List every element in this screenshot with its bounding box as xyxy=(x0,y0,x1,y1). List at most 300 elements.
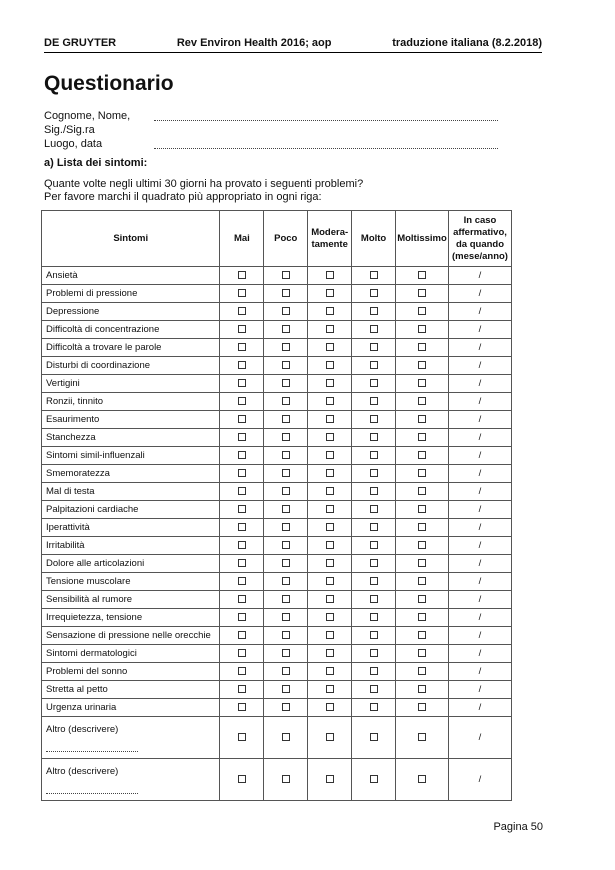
answer-cell-mai xyxy=(220,555,264,573)
checkbox-molto[interactable] xyxy=(370,379,378,387)
answer-cell-moltissimo xyxy=(396,267,449,285)
checkbox-mai[interactable] xyxy=(238,541,246,549)
checkbox-mai[interactable] xyxy=(238,703,246,711)
month-year-separator: / xyxy=(478,522,482,533)
answer-cell-moderatamente xyxy=(308,339,352,357)
checkbox-molto[interactable] xyxy=(370,541,378,549)
checkbox-moltissimo[interactable] xyxy=(418,595,426,603)
checkbox-mai[interactable] xyxy=(238,415,246,423)
since-when-cell[interactable] xyxy=(449,645,512,663)
month-year-separator: / xyxy=(478,324,482,335)
checkbox-moderatamente[interactable] xyxy=(326,775,334,783)
checkbox-poco[interactable] xyxy=(282,685,290,693)
checkbox-molto[interactable] xyxy=(370,577,378,585)
checkbox-molto[interactable] xyxy=(370,469,378,477)
answer-cell-poco xyxy=(264,699,308,717)
checkbox-molto[interactable] xyxy=(370,415,378,423)
since-when-cell[interactable] xyxy=(449,759,512,801)
table-row xyxy=(42,519,512,537)
checkbox-moderatamente[interactable] xyxy=(326,325,334,333)
checkbox-mai[interactable] xyxy=(238,433,246,441)
answer-cell-molto xyxy=(352,537,396,555)
since-when-cell[interactable] xyxy=(449,339,512,357)
answer-cell-moderatamente xyxy=(308,519,352,537)
since-when-cell[interactable] xyxy=(449,393,512,411)
checkbox-moderatamente[interactable] xyxy=(326,415,334,423)
table-row xyxy=(42,267,512,285)
since-when-cell[interactable] xyxy=(449,573,512,591)
symptom-name: Difficoltà di concentrazione xyxy=(42,321,220,339)
checkbox-moltissimo[interactable] xyxy=(418,343,426,351)
checkbox-mai[interactable] xyxy=(238,559,246,567)
symptom-table xyxy=(41,210,512,801)
checkbox-moderatamente[interactable] xyxy=(326,649,334,657)
checkbox-moderatamente[interactable] xyxy=(326,361,334,369)
checkbox-poco[interactable] xyxy=(282,667,290,675)
checkbox-moltissimo[interactable] xyxy=(418,325,426,333)
checkbox-molto[interactable] xyxy=(370,775,378,783)
checkbox-poco[interactable] xyxy=(282,631,290,639)
other-symptom-label: Altro (descrivere) xyxy=(46,723,119,735)
checkbox-moderatamente[interactable] xyxy=(326,271,334,279)
checkbox-moltissimo[interactable] xyxy=(418,685,426,693)
checkbox-moltissimo[interactable] xyxy=(418,703,426,711)
since-when-cell[interactable] xyxy=(449,681,512,699)
answer-cell-mai xyxy=(220,285,264,303)
header-moderatamente-line-1: Modera- xyxy=(311,226,349,238)
answer-cell-molto xyxy=(352,681,396,699)
answer-cell-mai xyxy=(220,393,264,411)
name-field[interactable] xyxy=(44,110,504,123)
checkbox-poco[interactable] xyxy=(282,487,290,495)
checkbox-molto[interactable] xyxy=(370,361,378,369)
since-when-cell[interactable] xyxy=(449,465,512,483)
header-moderatamente-line-2: tamente xyxy=(311,238,348,250)
checkbox-moderatamente[interactable] xyxy=(326,451,334,459)
answer-cell-mai xyxy=(220,759,264,801)
answer-cell-molto xyxy=(352,411,396,429)
answer-cell-moltissimo xyxy=(396,447,449,465)
checkbox-molto[interactable] xyxy=(370,325,378,333)
checkbox-molto[interactable] xyxy=(370,559,378,567)
symptom-name: Dolore alle articolazioni xyxy=(42,555,220,573)
checkbox-moltissimo[interactable] xyxy=(418,271,426,279)
answer-cell-moltissimo xyxy=(396,285,449,303)
answer-cell-mai xyxy=(220,717,264,759)
checkbox-mai[interactable] xyxy=(238,289,246,297)
checkbox-poco[interactable] xyxy=(282,415,290,423)
checkbox-moltissimo[interactable] xyxy=(418,649,426,657)
checkbox-mai[interactable] xyxy=(238,397,246,405)
checkbox-mai[interactable] xyxy=(238,523,246,531)
checkbox-mai[interactable] xyxy=(238,451,246,459)
since-when-cell[interactable] xyxy=(449,609,512,627)
answer-cell-molto xyxy=(352,465,396,483)
checkbox-molto[interactable] xyxy=(370,613,378,621)
checkbox-mai[interactable] xyxy=(238,631,246,639)
since-when-cell[interactable] xyxy=(449,267,512,285)
answer-cell-poco xyxy=(264,717,308,759)
checkbox-moderatamente[interactable] xyxy=(326,631,334,639)
answer-cell-moltissimo xyxy=(396,501,449,519)
answer-cell-moderatamente xyxy=(308,573,352,591)
answer-cell-mai xyxy=(220,321,264,339)
symptom-name: Sensibilità al rumore xyxy=(42,591,220,609)
title-field-label: Sig./Sig.ra xyxy=(44,124,95,136)
checkbox-mai[interactable] xyxy=(238,343,246,351)
since-when-cell[interactable] xyxy=(449,627,512,645)
answer-cell-mai xyxy=(220,699,264,717)
header-molto: Molto xyxy=(352,211,396,267)
answer-cell-poco xyxy=(264,339,308,357)
checkbox-moderatamente[interactable] xyxy=(326,379,334,387)
answer-cell-mai xyxy=(220,447,264,465)
month-year-separator: / xyxy=(478,342,482,353)
answer-cell-molto xyxy=(352,759,396,801)
checkbox-moderatamente[interactable] xyxy=(326,505,334,513)
checkbox-moderatamente[interactable] xyxy=(326,469,334,477)
month-year-separator: / xyxy=(478,666,482,677)
checkbox-mai[interactable] xyxy=(238,361,246,369)
month-year-separator: / xyxy=(478,504,482,515)
answer-cell-moltissimo xyxy=(396,699,449,717)
checkbox-moderatamente[interactable] xyxy=(326,613,334,621)
name-field-line[interactable] xyxy=(154,110,498,121)
checkbox-molto[interactable] xyxy=(370,451,378,459)
answer-cell-mai xyxy=(220,501,264,519)
checkbox-poco[interactable] xyxy=(282,271,290,279)
checkbox-moderatamente[interactable] xyxy=(326,541,334,549)
checkbox-mai[interactable] xyxy=(238,505,246,513)
checkbox-mai[interactable] xyxy=(238,487,246,495)
checkbox-poco[interactable] xyxy=(282,469,290,477)
checkbox-molto[interactable] xyxy=(370,685,378,693)
checkbox-mai[interactable] xyxy=(238,613,246,621)
checkbox-mai[interactable] xyxy=(238,775,246,783)
month-year-separator: / xyxy=(478,732,482,743)
checkbox-moderatamente[interactable] xyxy=(326,289,334,297)
symptom-name: Problemi di pressione xyxy=(42,285,220,303)
answer-cell-moltissimo xyxy=(396,681,449,699)
answer-cell-molto xyxy=(352,627,396,645)
checkbox-moltissimo[interactable] xyxy=(418,433,426,441)
symptom-name: Stretta al petto xyxy=(42,681,220,699)
checkbox-molto[interactable] xyxy=(370,307,378,315)
symptom-name: Ansietà xyxy=(42,267,220,285)
table-row xyxy=(42,357,512,375)
header-since-line-3: da quando xyxy=(455,238,505,250)
answer-cell-poco xyxy=(264,483,308,501)
symptom-name: Urgenza urinaria xyxy=(42,699,220,717)
answer-cell-molto xyxy=(352,609,396,627)
checkbox-moltissimo[interactable] xyxy=(418,733,426,741)
intro-line-2: Per favore marchi il quadrato più appropriato in ogni riga: xyxy=(44,191,322,203)
answer-cell-molto xyxy=(352,501,396,519)
checkbox-mai[interactable] xyxy=(238,577,246,585)
checkbox-mai[interactable] xyxy=(238,379,246,387)
name-field-label: Cognome, Nome, xyxy=(44,110,131,122)
table-row xyxy=(42,339,512,357)
month-year-separator: / xyxy=(478,288,482,299)
answer-cell-moltissimo xyxy=(396,645,449,663)
answer-cell-moderatamente xyxy=(308,663,352,681)
checkbox-moltissimo[interactable] xyxy=(418,289,426,297)
checkbox-poco[interactable] xyxy=(282,343,290,351)
answer-cell-poco xyxy=(264,465,308,483)
checkbox-mai[interactable] xyxy=(238,649,246,657)
table-row xyxy=(42,393,512,411)
checkbox-poco[interactable] xyxy=(282,433,290,441)
answer-cell-moltissimo xyxy=(396,759,449,801)
month-year-separator: / xyxy=(478,774,482,785)
answer-cell-moderatamente xyxy=(308,411,352,429)
checkbox-molto[interactable] xyxy=(370,271,378,279)
checkbox-mai[interactable] xyxy=(238,325,246,333)
since-when-cell[interactable] xyxy=(449,357,512,375)
checkbox-moderatamente[interactable] xyxy=(326,703,334,711)
checkbox-molto[interactable] xyxy=(370,733,378,741)
checkbox-molto[interactable] xyxy=(370,505,378,513)
checkbox-molto[interactable] xyxy=(370,343,378,351)
checkbox-moltissimo[interactable] xyxy=(418,487,426,495)
table-row xyxy=(42,591,512,609)
since-when-cell[interactable] xyxy=(449,285,512,303)
symptom-name: Disturbi di coordinazione xyxy=(42,357,220,375)
since-when-cell[interactable] xyxy=(449,555,512,573)
checkbox-molto[interactable] xyxy=(370,289,378,297)
checkbox-poco[interactable] xyxy=(282,703,290,711)
answer-cell-moltissimo xyxy=(396,303,449,321)
symptom-name: Smemoratezza xyxy=(42,465,220,483)
answer-cell-mai xyxy=(220,537,264,555)
answer-cell-moderatamente xyxy=(308,465,352,483)
answer-cell-poco xyxy=(264,411,308,429)
checkbox-poco[interactable] xyxy=(282,379,290,387)
symptom-name: Iperattività xyxy=(42,519,220,537)
month-year-separator: / xyxy=(478,360,482,371)
since-when-cell[interactable] xyxy=(449,717,512,759)
answer-cell-mai xyxy=(220,339,264,357)
since-when-cell[interactable] xyxy=(449,483,512,501)
checkbox-poco[interactable] xyxy=(282,289,290,297)
since-when-cell[interactable] xyxy=(449,501,512,519)
answer-cell-poco xyxy=(264,357,308,375)
answer-cell-moderatamente xyxy=(308,303,352,321)
checkbox-moltissimo[interactable] xyxy=(418,379,426,387)
checkbox-poco[interactable] xyxy=(282,397,290,405)
checkbox-molto[interactable] xyxy=(370,523,378,531)
answer-cell-mai xyxy=(220,357,264,375)
intro-line-1: Quante volte negli ultimi 30 giorni ha provato i seguenti problemi? xyxy=(44,178,364,190)
checkbox-moderatamente[interactable] xyxy=(326,667,334,675)
since-when-cell[interactable] xyxy=(449,321,512,339)
checkbox-mai[interactable] xyxy=(238,469,246,477)
since-when-cell[interactable] xyxy=(449,303,512,321)
table-row xyxy=(42,429,512,447)
answer-cell-moltissimo xyxy=(396,483,449,501)
checkbox-poco[interactable] xyxy=(282,307,290,315)
checkbox-molto[interactable] xyxy=(370,397,378,405)
answer-cell-poco xyxy=(264,645,308,663)
checkbox-moderatamente[interactable] xyxy=(326,397,334,405)
translation-note: traduzione italiana (8.2.2018) xyxy=(392,37,542,49)
checkbox-moltissimo[interactable] xyxy=(418,361,426,369)
answer-cell-moderatamente xyxy=(308,375,352,393)
answer-cell-molto xyxy=(352,429,396,447)
since-when-cell[interactable] xyxy=(449,519,512,537)
checkbox-poco[interactable] xyxy=(282,775,290,783)
checkbox-moltissimo[interactable] xyxy=(418,397,426,405)
checkbox-moltissimo[interactable] xyxy=(418,415,426,423)
answer-cell-moderatamente xyxy=(308,393,352,411)
checkbox-moltissimo[interactable] xyxy=(418,523,426,531)
symptom-name: Palpitazioni cardiache xyxy=(42,501,220,519)
checkbox-moderatamente[interactable] xyxy=(326,523,334,531)
checkbox-moltissimo[interactable] xyxy=(418,505,426,513)
answer-cell-poco xyxy=(264,759,308,801)
since-when-cell[interactable] xyxy=(449,375,512,393)
answer-cell-molto xyxy=(352,375,396,393)
checkbox-moderatamente[interactable] xyxy=(326,487,334,495)
answer-cell-poco xyxy=(264,375,308,393)
table-row xyxy=(42,645,512,663)
answer-cell-moltissimo xyxy=(396,717,449,759)
checkbox-moltissimo[interactable] xyxy=(418,469,426,477)
checkbox-molto[interactable] xyxy=(370,433,378,441)
checkbox-moltissimo[interactable] xyxy=(418,451,426,459)
symptom-name: Sintomi dermatologici xyxy=(42,645,220,663)
answer-cell-poco xyxy=(264,627,308,645)
since-when-cell[interactable] xyxy=(449,447,512,465)
answer-cell-moderatamente xyxy=(308,627,352,645)
other-symptom-description-line[interactable] xyxy=(46,747,138,752)
checkbox-moltissimo[interactable] xyxy=(418,613,426,621)
answer-cell-poco xyxy=(264,285,308,303)
checkbox-poco[interactable] xyxy=(282,523,290,531)
checkbox-moltissimo[interactable] xyxy=(418,541,426,549)
checkbox-moltissimo[interactable] xyxy=(418,307,426,315)
checkbox-mai[interactable] xyxy=(238,595,246,603)
answer-cell-moderatamente xyxy=(308,609,352,627)
table-row xyxy=(42,483,512,501)
checkbox-molto[interactable] xyxy=(370,703,378,711)
since-when-cell[interactable] xyxy=(449,411,512,429)
month-year-separator: / xyxy=(478,414,482,425)
month-year-separator: / xyxy=(478,270,482,281)
other-symptom-description-line[interactable] xyxy=(46,789,138,794)
checkbox-molto[interactable] xyxy=(370,649,378,657)
symptom-name: Stanchezza xyxy=(42,429,220,447)
answer-cell-mai xyxy=(220,465,264,483)
checkbox-mai[interactable] xyxy=(238,685,246,693)
answer-cell-moderatamente xyxy=(308,267,352,285)
since-when-cell[interactable] xyxy=(449,537,512,555)
checkbox-molto[interactable] xyxy=(370,667,378,675)
checkbox-poco[interactable] xyxy=(282,595,290,603)
answer-cell-mai xyxy=(220,375,264,393)
checkbox-poco[interactable] xyxy=(282,559,290,567)
checkbox-moderatamente[interactable] xyxy=(326,433,334,441)
checkbox-poco[interactable] xyxy=(282,505,290,513)
answer-cell-mai xyxy=(220,411,264,429)
checkbox-molto[interactable] xyxy=(370,487,378,495)
table-row xyxy=(42,681,512,699)
checkbox-mai[interactable] xyxy=(238,667,246,675)
table-row xyxy=(42,321,512,339)
answer-cell-moltissimo xyxy=(396,357,449,375)
checkbox-moderatamente[interactable] xyxy=(326,733,334,741)
since-when-cell[interactable] xyxy=(449,699,512,717)
answer-cell-molto xyxy=(352,339,396,357)
answer-cell-moltissimo xyxy=(396,627,449,645)
checkbox-molto[interactable] xyxy=(370,595,378,603)
month-year-separator: / xyxy=(478,612,482,623)
place-date-field-line[interactable] xyxy=(154,138,498,149)
answer-cell-moltissimo xyxy=(396,375,449,393)
checkbox-molto[interactable] xyxy=(370,631,378,639)
header-symptoms: Sintomi xyxy=(42,211,220,267)
month-year-separator: / xyxy=(478,396,482,407)
checkbox-moltissimo[interactable] xyxy=(418,775,426,783)
place-date-field[interactable] xyxy=(44,138,504,151)
checkbox-poco[interactable] xyxy=(282,649,290,657)
answer-cell-molto xyxy=(352,663,396,681)
checkbox-moderatamente[interactable] xyxy=(326,577,334,585)
checkbox-moderatamente[interactable] xyxy=(326,685,334,693)
answer-cell-poco xyxy=(264,519,308,537)
checkbox-moltissimo[interactable] xyxy=(418,577,426,585)
checkbox-moderatamente[interactable] xyxy=(326,559,334,567)
since-when-cell[interactable] xyxy=(449,429,512,447)
month-year-separator: / xyxy=(478,540,482,551)
answer-cell-mai xyxy=(220,609,264,627)
checkbox-moderatamente[interactable] xyxy=(326,595,334,603)
symptom-name: Depressione xyxy=(42,303,220,321)
checkbox-moderatamente[interactable] xyxy=(326,307,334,315)
checkbox-poco[interactable] xyxy=(282,451,290,459)
checkbox-poco[interactable] xyxy=(282,325,290,333)
checkbox-mai[interactable] xyxy=(238,733,246,741)
answer-cell-molto xyxy=(352,519,396,537)
checkbox-moltissimo[interactable] xyxy=(418,631,426,639)
answer-cell-moderatamente xyxy=(308,681,352,699)
checkbox-mai[interactable] xyxy=(238,271,246,279)
answer-cell-moderatamente xyxy=(308,537,352,555)
checkbox-moltissimo[interactable] xyxy=(418,559,426,567)
header-since-line-1: In caso xyxy=(463,214,497,226)
checkbox-poco[interactable] xyxy=(282,733,290,741)
checkbox-mai[interactable] xyxy=(238,307,246,315)
answer-cell-moltissimo xyxy=(396,429,449,447)
answer-cell-molto xyxy=(352,357,396,375)
checkbox-poco[interactable] xyxy=(282,613,290,621)
header-poco: Poco xyxy=(264,211,308,267)
checkbox-poco[interactable] xyxy=(282,577,290,585)
symptom-name: Mal di testa xyxy=(42,483,220,501)
answer-cell-molto xyxy=(352,591,396,609)
checkbox-poco[interactable] xyxy=(282,541,290,549)
checkbox-moltissimo[interactable] xyxy=(418,667,426,675)
since-when-cell[interactable] xyxy=(449,591,512,609)
symptom-name: Ronzii, tinnito xyxy=(42,393,220,411)
since-when-cell[interactable] xyxy=(449,663,512,681)
answer-cell-poco xyxy=(264,573,308,591)
answer-cell-moltissimo xyxy=(396,465,449,483)
table-row xyxy=(42,627,512,645)
checkbox-poco[interactable] xyxy=(282,361,290,369)
month-year-separator: / xyxy=(478,378,482,389)
checkbox-moderatamente[interactable] xyxy=(326,343,334,351)
